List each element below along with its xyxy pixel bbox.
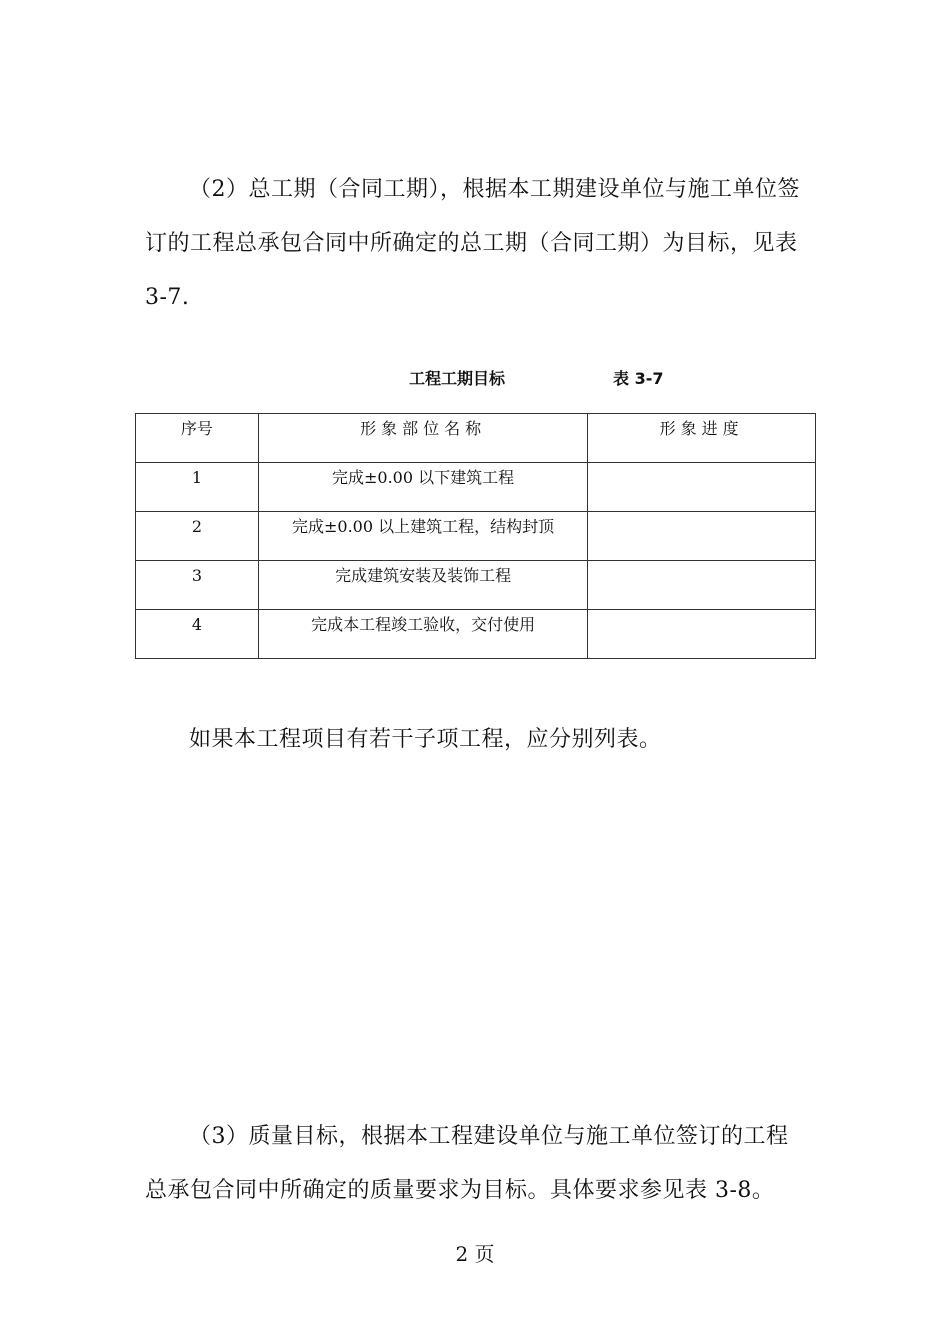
row-index: 3 xyxy=(136,561,259,610)
row-index: 4 xyxy=(136,610,259,659)
header-index: 序号 xyxy=(136,414,259,463)
row-progress xyxy=(588,610,816,659)
row-part-name: 完成建筑安装及装饰工程 xyxy=(258,561,588,610)
table-caption-number: 表 3-7 xyxy=(613,369,664,388)
row-index: 2 xyxy=(136,512,259,561)
row-progress xyxy=(588,463,816,512)
row-progress xyxy=(588,512,816,561)
table-caption-title: 工程工期目标 xyxy=(409,369,506,388)
paragraph-quality-target: （3）质量目标，根据本工程建设单位与施工单位签订的工程总承包合同中所确定的质量要求为目标。具体要求参见表 3-8。 xyxy=(145,1124,789,1203)
schedule-table xyxy=(135,413,816,659)
row-part-name: 完成本工程竣工验收，交付使用 xyxy=(258,610,588,659)
paragraph-subitems: 如果本工程项目有若干子项工程，应分别列表。 xyxy=(189,727,662,752)
table-row xyxy=(136,561,816,610)
table-row xyxy=(136,463,816,512)
row-progress xyxy=(588,561,816,610)
header-progress: 形象进度 xyxy=(588,414,816,463)
row-index: 1 xyxy=(136,463,259,512)
header-part-name: 形象部位名称 xyxy=(258,414,588,463)
row-part-name: 完成±0.00 以上建筑工程，结构封顶 xyxy=(258,512,588,561)
row-part-name: 完成±0.00 以下建筑工程 xyxy=(258,463,588,512)
table-header-row xyxy=(136,414,816,463)
paragraph-total-duration: （2）总工期（合同工期），根据本工期建设单位与施工单位签订的工程总承包合同中所确定的总工期（合同工期）为目标，见表 3-7. xyxy=(145,177,800,310)
page-number: 2 页 xyxy=(455,1242,495,1266)
table-row xyxy=(136,610,816,659)
table-row xyxy=(136,512,816,561)
